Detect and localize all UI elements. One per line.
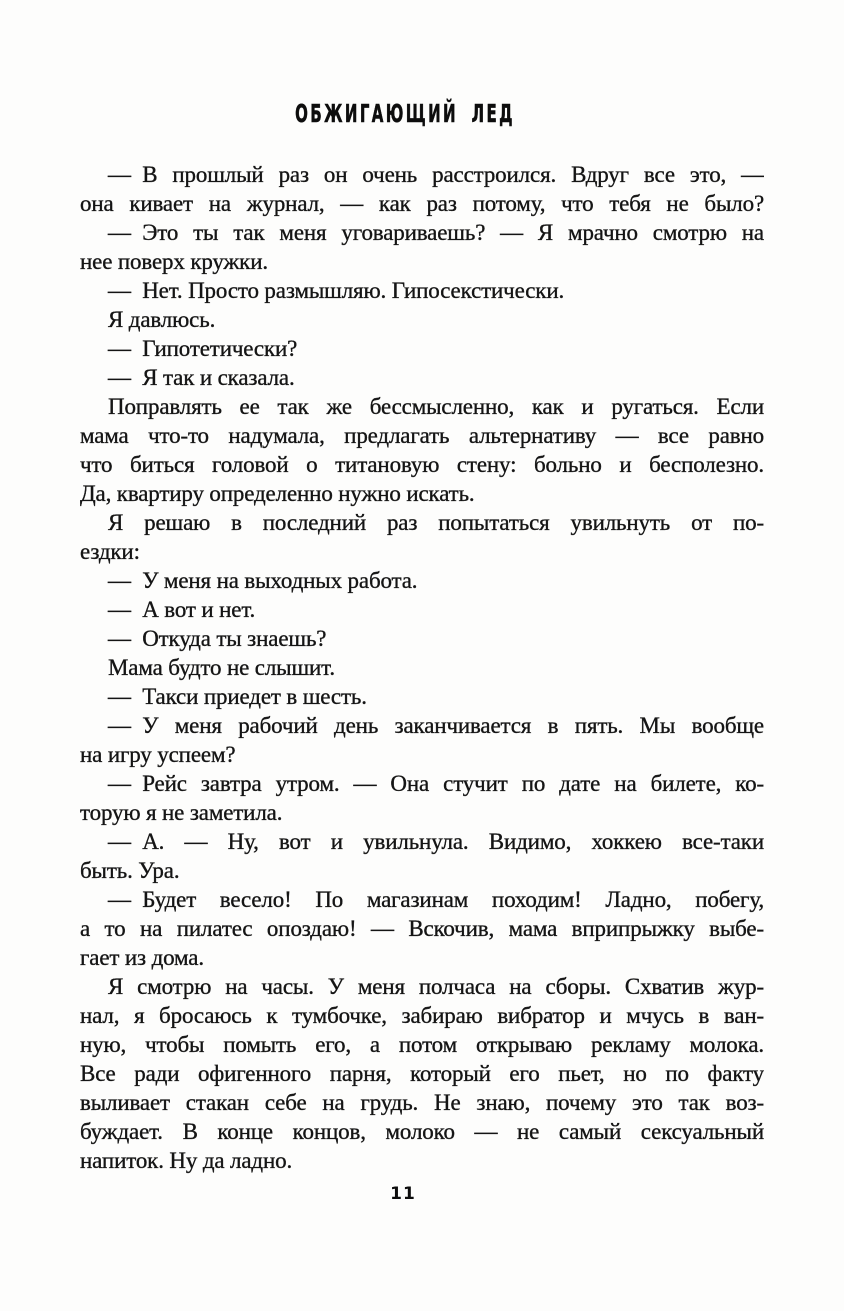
text-line: — Нет. Просто размышляю. Гипосекстически. (108, 278, 565, 303)
text-line: — А вот и нет. (108, 597, 256, 622)
running-title: ОБЖИГАЮЩИЙ ЛЕД (295, 99, 515, 128)
text-line: — Я так и сказала. (108, 365, 295, 390)
text-line: — Гипотетически? (108, 336, 298, 361)
text-line: — Откуда ты знаешь? (108, 626, 327, 651)
text-line: ную, чтобы помыть его, а потом открываю рекламу молока. (80, 1032, 764, 1057)
text-line: — Такси приедет в шесть. (108, 684, 367, 709)
text-line: торую я не заметила. (80, 800, 283, 825)
text-line: нал, я бросаюсь к тумбочке, забираю вибратор и мчусь в ван- (80, 1003, 764, 1028)
text-line: Мама будто не слышит. (108, 655, 335, 680)
text-line: а то на пилатес опоздаю! — Вскочив, мама вприпрыжку выбе- (80, 916, 764, 941)
text-line: — Будет весело! По магазинам походим! Ладно, побегу, (108, 887, 764, 912)
text-line: гает из дома. (80, 945, 204, 970)
text-line: мама что-то надумала, предлагать альтернативу — все равно (80, 423, 764, 448)
text-line: — У меня на выходных работа. (108, 568, 418, 593)
text-line: — У меня рабочий день заканчивается в пять. Мы вообще (108, 713, 764, 738)
text-line: — Рейс завтра утром. — Она стучит по дате на билете, ко- (108, 771, 764, 796)
text-line: быть. Ура. (80, 858, 180, 883)
text-line: Я давлюсь. (108, 307, 216, 332)
text-line: нее поверх кружки. (80, 249, 268, 274)
text-line: Я смотрю на часы. У меня полчаса на сборы. Схватив жур- (108, 974, 764, 999)
text-line: Поправлять ее так же бессмысленно, как и ругаться. Если (108, 394, 764, 419)
page-number: 11 (390, 1184, 416, 1204)
text-line: буждает. В конце концов, молоко — не самый сексуальный (80, 1119, 764, 1144)
text-line: — А. — Ну, вот и увильнула. Видимо, хоккею все-таки (108, 829, 764, 854)
text-line: выливает стакан себе на грудь. Не знаю, почему это так воз- (80, 1090, 764, 1115)
text-line: на игру успеем? (80, 742, 236, 767)
text-line: Я решаю в последний раз попытаться увильнуть от по- (108, 510, 764, 535)
text-line: ездки: (80, 539, 140, 564)
text-line: напиток. Ну да ладно. (80, 1148, 293, 1173)
text-block (80, 160, 764, 1175)
text-line: Да, квартиру определенно нужно искать. (80, 481, 475, 506)
text-line: Все ради офигенного парня, который его пьет, но по факту (80, 1061, 764, 1086)
text-line: — В прошлый раз он очень расстроился. Вдруг все это, — (108, 162, 764, 187)
text-line: она кивает на журнал, — как раз потому, что тебя не было? (80, 191, 764, 216)
text-line: — Это ты так меня уговариваешь? — Я мрачно смотрю на (108, 220, 764, 245)
text-line: что биться головой о титановую стену: больно и бесполезно. (80, 452, 764, 477)
